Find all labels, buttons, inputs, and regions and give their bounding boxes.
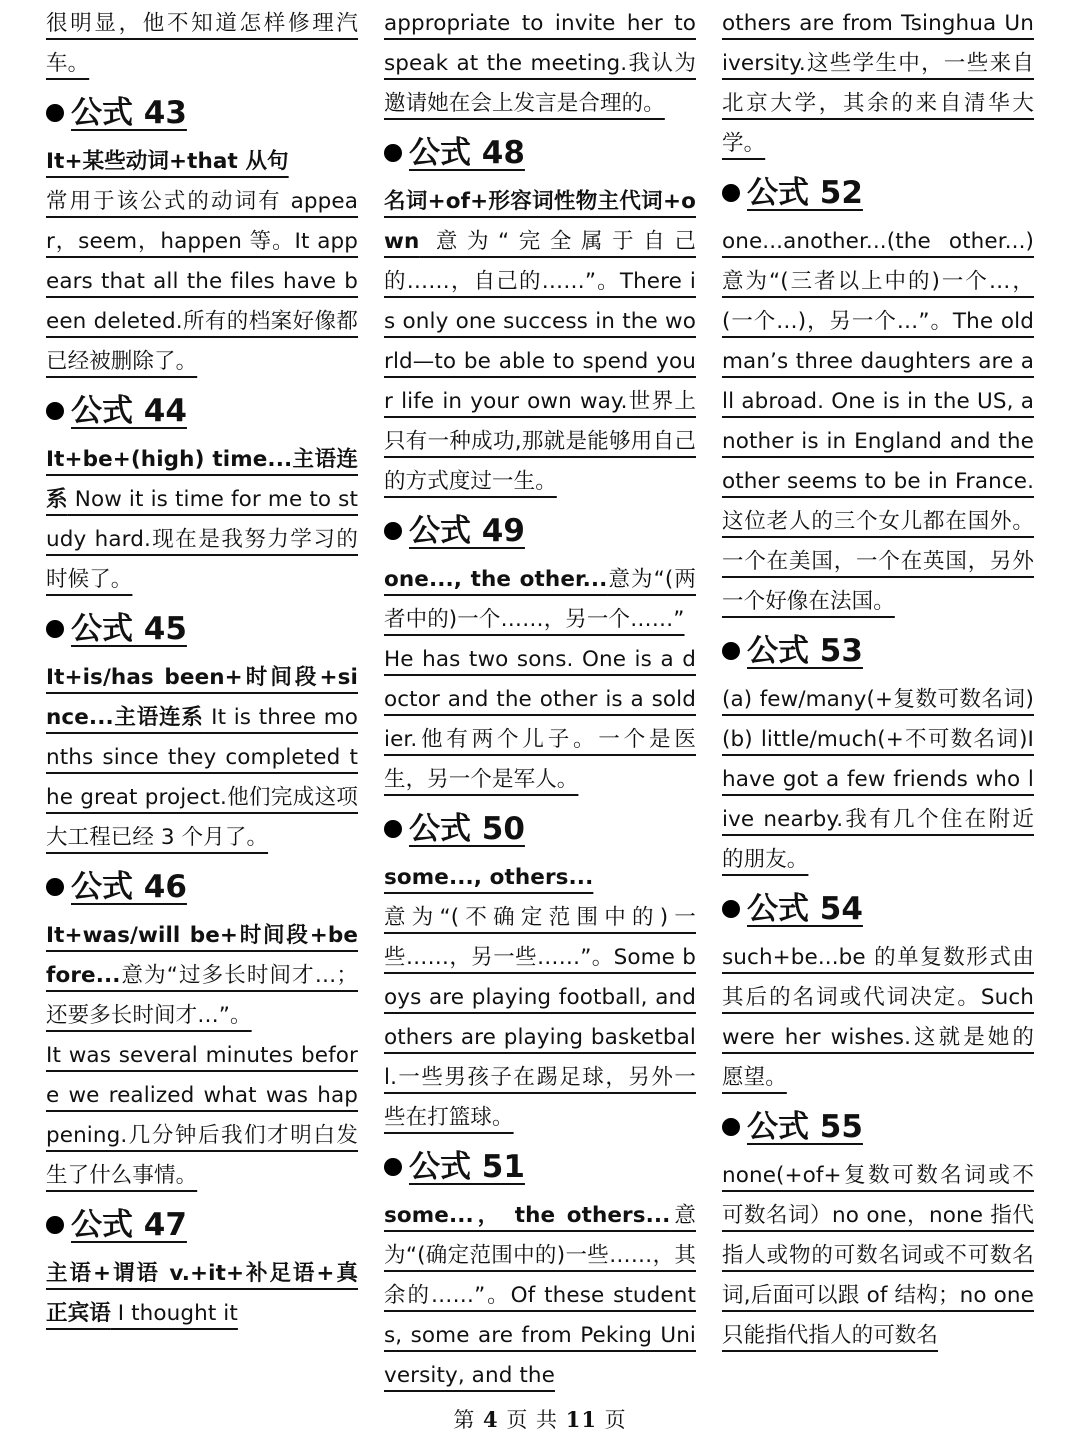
bullet-dot-icon xyxy=(722,642,740,660)
body-paragraph xyxy=(384,560,696,640)
formula-heading-text: 公式 54 xyxy=(747,891,863,927)
body-paragraph xyxy=(384,898,696,1138)
body-paragraph xyxy=(46,142,358,182)
footer-prefix: 第 xyxy=(453,1408,476,1432)
total-page-count: 11 xyxy=(565,1407,597,1432)
paragraph-text: none(+of+复数可数名词或不可数名词）no one，none 指代指人或物的可数名词或不可数名词,后面可以跟 of 结构；no one 只能指代指人的可数名 xyxy=(722,1163,1034,1348)
formula-heading xyxy=(722,172,1034,214)
bullet-dot-icon xyxy=(722,900,740,918)
body-paragraph xyxy=(46,916,358,1036)
paragraph-text: 意为“过多长时间才…；还要多长时间才…”。 xyxy=(46,963,358,1028)
formula-heading xyxy=(46,1204,358,1246)
bullet-dot-icon xyxy=(384,144,402,162)
formula-rule: one..., the other... xyxy=(384,567,608,592)
paragraph-text: I thought it xyxy=(110,1301,238,1326)
bullet-dot-icon xyxy=(384,522,402,540)
formula-heading xyxy=(384,132,696,174)
body-paragraph xyxy=(384,4,696,124)
formula-heading-text: 公式 44 xyxy=(71,393,187,429)
bullet-dot-icon xyxy=(722,184,740,202)
formula-heading-text: 公式 51 xyxy=(409,1149,525,1185)
formula-heading-text: 公式 52 xyxy=(747,175,863,211)
body-paragraph xyxy=(46,440,358,600)
paragraph-text: It was several minutes before we realized what was happening.几分钟后我们才明白发生了什么事情。 xyxy=(46,1043,358,1188)
body-paragraph xyxy=(384,640,696,800)
formula-heading xyxy=(46,92,358,134)
formula-heading xyxy=(722,630,1034,672)
body-paragraph xyxy=(46,182,358,382)
formula-heading xyxy=(46,866,358,908)
paragraph-text: one...another...(the other...)意为“(三者以上中的)一个…，(一个…)，另一个…”。The old man’s three daughters are all abroad. One is in the US, another is in England and the other seems to be in France.这位老人的三个女儿都在国外。一个在美国，一个在英国，另外一个好像在法国。 xyxy=(722,229,1034,614)
paragraph-text: 意为“完全属于自己的……，自己的……”。There is only one success in the world—to be able to spend your life in your own way.世界上只有一种成功,那就是能够用自己的方式度过一生。 xyxy=(384,229,696,494)
page-footer xyxy=(0,1404,1080,1434)
formula-heading xyxy=(384,808,696,850)
formula-rule: some..., others... xyxy=(384,865,594,890)
formula-rule: It+was/will be+时间段+before... xyxy=(46,923,358,988)
formula-heading-text: 公式 46 xyxy=(71,869,187,905)
formula-heading-text: 公式 49 xyxy=(409,513,525,549)
body-paragraph xyxy=(722,680,1034,880)
formula-heading-text: 公式 53 xyxy=(747,633,863,669)
formula-heading-text: 公式 50 xyxy=(409,811,525,847)
paragraph-text: (a) few/many(+复数可数名词)(b) little/much(+不可数名词)I have got a few friends who live nearby.我有几个住在附近的朋友。 xyxy=(722,687,1034,872)
bullet-dot-icon xyxy=(46,1216,64,1234)
formula-heading-text: 公式 43 xyxy=(71,95,187,131)
text-column-1 xyxy=(46,4,358,1400)
formula-heading xyxy=(384,510,696,552)
formula-heading-text: 公式 55 xyxy=(747,1109,863,1145)
body-paragraph xyxy=(722,222,1034,622)
paragraph-text: Now it is time for me to study hard.现在是我努力学习的时候了。 xyxy=(46,487,358,592)
bullet-dot-icon xyxy=(46,402,64,420)
body-paragraph xyxy=(384,858,696,898)
body-paragraph xyxy=(46,1254,358,1334)
footer-middle: 页 共 xyxy=(506,1408,559,1432)
formula-heading xyxy=(722,1106,1034,1148)
formula-heading xyxy=(46,390,358,432)
paragraph-text: 很明显，他不知道怎样修理汽车。 xyxy=(46,11,358,76)
formula-heading-text: 公式 47 xyxy=(71,1207,187,1243)
formula-heading xyxy=(722,888,1034,930)
bullet-dot-icon xyxy=(46,104,64,122)
paragraph-text: appropriate to invite her to speak at the meeting.我认为邀请她在会上发言是合理的。 xyxy=(384,11,696,116)
body-paragraph xyxy=(722,4,1034,164)
formula-heading-text: 公式 45 xyxy=(71,611,187,647)
paragraph-text: He has two sons. One is a doctor and the other is a soldier.他有两个儿子。一个是医生，另一个是军人。 xyxy=(384,647,696,792)
bullet-dot-icon xyxy=(46,878,64,896)
body-paragraph xyxy=(384,1196,696,1396)
body-paragraph xyxy=(46,1036,358,1196)
formula-heading xyxy=(384,1146,696,1188)
paragraph-text: 常用于该公式的动词有 appear，seem，happen 等。It appears that all the files have been deleted.所有的档案好像都已经被删除了。 xyxy=(46,189,358,374)
paragraph-text: 意为“(两者中的)一个……，另一个……” xyxy=(384,567,696,632)
body-paragraph xyxy=(384,182,696,502)
formula-rule: It+be+(high) time...主语连系 xyxy=(46,447,358,512)
bullet-dot-icon xyxy=(46,620,64,638)
paragraph-text: 意为“(确定范围中的)一些……，其余的……”。Of these students, some are from Peking University, and the xyxy=(384,1203,696,1388)
body-paragraph xyxy=(722,1156,1034,1356)
bullet-dot-icon xyxy=(384,820,402,838)
paragraph-text: It is three months since they completed the great project.他们完成这项大工程已经 3 个月了。 xyxy=(46,705,358,850)
paragraph-text: others are from Tsinghua University.这些学生中，一些来自北京大学，其余的来自清华大学。 xyxy=(722,11,1034,156)
body-paragraph xyxy=(46,658,358,858)
formula-rule: some...， the others... xyxy=(384,1203,671,1228)
body-paragraph xyxy=(46,4,358,84)
formula-rule: It+某些动词+that 从句 xyxy=(46,149,289,174)
formula-rule: It+is/has been+时间段+since...主语连系 xyxy=(46,665,358,730)
text-column-3 xyxy=(722,4,1034,1400)
bullet-dot-icon xyxy=(384,1158,402,1176)
current-page-number: 4 xyxy=(483,1407,499,1432)
bullet-dot-icon xyxy=(722,1118,740,1136)
formula-rule: 名词+of+形容词性物主代词+own xyxy=(384,189,696,254)
footer-suffix: 页 xyxy=(604,1408,627,1432)
paragraph-text: such+be...be 的单复数形式由其后的名词或代词决定。Such were her wishes.这就是她的愿望。 xyxy=(722,945,1034,1090)
formula-heading xyxy=(46,608,358,650)
formula-rule: 主语+谓语 v.+it+补足语+真正宾语 xyxy=(46,1261,358,1326)
paragraph-text: 意为“(不确定范围中的)一些……，另一些……”。Some boys are playing football, and others are playing basketball.一些男孩子在踢足球，另外一些在打篮球。 xyxy=(384,905,696,1130)
text-column-2 xyxy=(384,4,696,1400)
formula-heading-text: 公式 48 xyxy=(409,135,525,171)
body-paragraph xyxy=(722,938,1034,1098)
